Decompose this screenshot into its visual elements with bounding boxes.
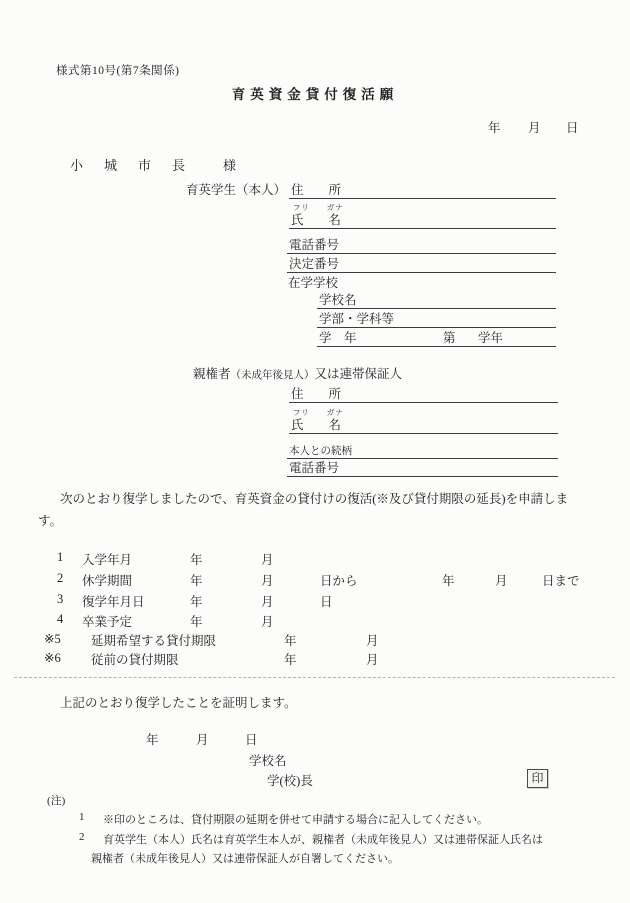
item-unit: 日まで (542, 574, 580, 588)
department-field (317, 310, 556, 328)
item-row-1 (0, 550, 630, 568)
certification-statement: 上記のとおり復学したことを証明します。 (60, 696, 297, 710)
certification-date-line (0, 730, 630, 746)
item-unit: 月 (366, 634, 379, 648)
school-name-label: 学校名 (319, 293, 357, 307)
date-line (0, 118, 630, 134)
item-unit: 年 (442, 574, 455, 588)
item-number: 1 (57, 550, 64, 564)
student-section-label: 育英学生（本人） (186, 183, 287, 197)
note-number: 1 (79, 811, 85, 823)
item-unit: 年 (190, 615, 203, 629)
item-label: 休学期間 (82, 574, 133, 588)
item-unit: 日 (320, 595, 333, 609)
item-unit: 月 (366, 653, 379, 667)
seal-box (527, 769, 548, 788)
item-number: ※6 (44, 651, 61, 665)
item-unit: 年 (190, 574, 203, 588)
grade-field (317, 329, 556, 347)
item-row-3 (0, 592, 630, 610)
notes-heading: (注) (47, 795, 66, 807)
addressee: 小 城 市 長 様 (70, 158, 241, 173)
item-unit: 月 (261, 595, 274, 609)
cert-school-name-label: 学校名 (249, 754, 287, 768)
grade-unit-label: 学年 (478, 331, 504, 345)
item-number: 2 (57, 571, 64, 585)
student-name-label: 氏 名 (291, 213, 342, 227)
item-row-6 (0, 650, 630, 668)
date-month-label: 月 (528, 121, 541, 135)
note-text: ※印のところは、貸付期限の延期を併せて申請する場合に記入してください。 (103, 814, 488, 826)
department-label: 学部・学科等 (319, 312, 395, 326)
date-day-label: 日 (566, 121, 579, 135)
relation-label: 本人との続柄 (289, 446, 352, 457)
item-number: ※5 (44, 632, 61, 646)
relation-field (287, 441, 558, 459)
item-label: 従前の貸付期限 (91, 653, 179, 667)
item-unit: 年 (190, 553, 203, 567)
cert-principal-label: 学(校)長 (267, 774, 313, 788)
student-address-label: 住 所 (291, 183, 342, 197)
grade-label: 学 年 (319, 331, 357, 345)
item-number: 3 (57, 592, 64, 606)
student-phone-field (287, 236, 556, 254)
item-unit: 日から (320, 574, 358, 588)
note-text: 育英学生（本人）氏名は育英学生本人が、親権者（未成年後見人）又は連帯保証人氏名は (103, 834, 543, 846)
cert-year-label: 年 (146, 733, 159, 747)
guardian-furigana-label: フリ ガナ (293, 408, 344, 417)
declaration-paragraph: 次のとおり復学しましたので、育英資金の貸付けの復活(※及び貸付期限の延長)を申請します。 (38, 492, 569, 528)
guardian-name-field (289, 416, 558, 434)
student-phone-label: 電話番号 (289, 238, 340, 252)
guardian-heading-main: 親権者 (193, 367, 231, 381)
guardian-phone-field (287, 459, 558, 477)
item-row-2 (0, 571, 630, 589)
guardian-address-label: 住 所 (291, 387, 342, 401)
student-name-field (289, 211, 556, 229)
school-section-label: 在学学校 (288, 276, 339, 290)
item-number: 4 (57, 612, 64, 626)
seal-mark: 印 (531, 771, 544, 785)
guardian-heading-paren: （未成年後見人） (230, 370, 315, 381)
guardian-section-label (193, 364, 402, 382)
item-unit: 月 (261, 615, 274, 629)
dashed-divider (14, 677, 615, 678)
item-row-5 (0, 631, 630, 649)
note-2-continuation (0, 850, 630, 866)
item-label: 延期希望する貸付期限 (91, 634, 217, 648)
item-label: 入学年月 (82, 553, 133, 567)
guardian-address-field (289, 385, 558, 403)
item-unit: 年 (284, 634, 297, 648)
guardian-name-label: 氏 名 (291, 418, 342, 432)
school-name-field (317, 291, 556, 309)
item-label: 復学年月日 (82, 595, 145, 609)
page-title: 育英資金貸付復活願 (231, 87, 399, 102)
decision-number-label: 決定番号 (289, 257, 340, 271)
item-row-4 (0, 612, 630, 630)
item-label: 卒業予定 (82, 615, 133, 629)
item-unit: 月 (261, 553, 274, 567)
note-2 (0, 831, 630, 847)
item-unit: 年 (190, 595, 203, 609)
item-unit: 月 (261, 574, 274, 588)
grade-dai-label: 第 (443, 331, 456, 345)
cert-month-label: 月 (196, 733, 209, 747)
guardian-phone-label: 電話番号 (289, 461, 340, 475)
student-address-field (289, 181, 556, 199)
form-number: 様式第10号(第7条関係) (56, 65, 180, 77)
date-year-label: 年 (488, 121, 501, 135)
item-unit: 年 (284, 653, 297, 667)
note-text: 親権者（未成年後見人）又は連帯保証人が自署してください。 (91, 853, 399, 865)
note-number: 2 (79, 831, 85, 843)
note-1 (0, 811, 630, 827)
guardian-heading-rest: 又は連帯保証人 (314, 367, 403, 381)
cert-day-label: 日 (245, 733, 258, 747)
item-unit: 月 (495, 574, 508, 588)
decision-number-field (287, 255, 556, 273)
student-furigana-label: フリ ガナ (293, 203, 344, 212)
